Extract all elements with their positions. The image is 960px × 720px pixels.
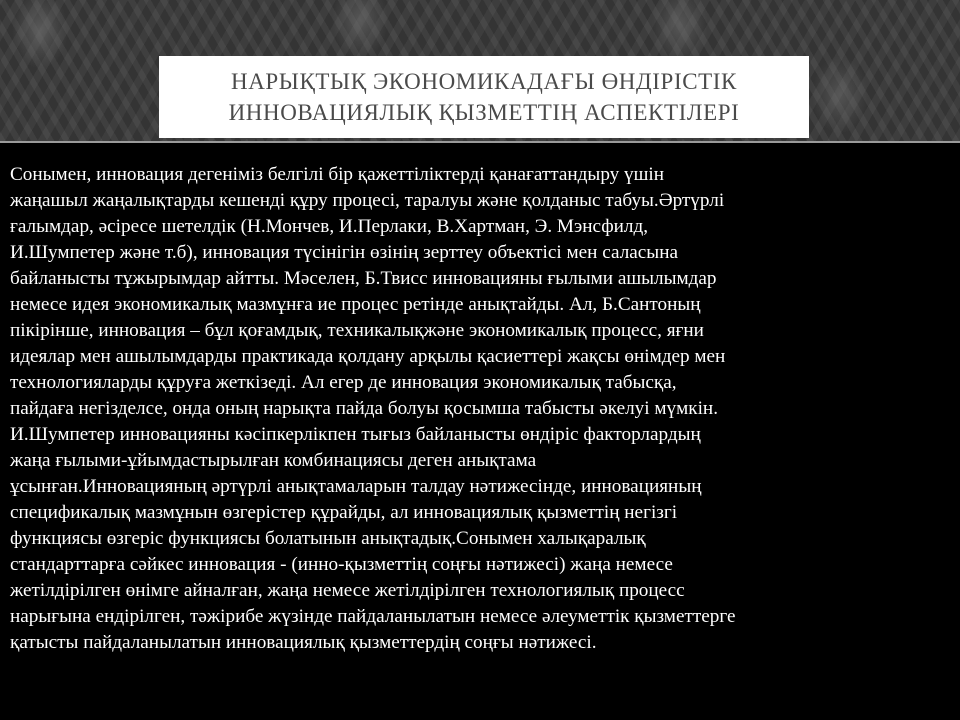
body-paragraph <box>10 162 955 656</box>
body-line: И.Шумпетер инновацияны кәсіпкерлікпен тығыз байланысты өндіріс факторлардың <box>10 424 701 445</box>
body-line: жаңа ғылыми-ұйымдастырылған комбинациясы деген анықтама <box>10 450 537 471</box>
title-box <box>159 56 809 138</box>
banner-divider <box>0 141 960 143</box>
body-line: функциясы өзгеріс функциясы болатынын анықтадық.Сонымен халықаралық <box>10 528 646 549</box>
body-line: идеялар мен ашылымдарды практикада қолдану арқылы қасиеттері жақсы өнімдер мен <box>10 346 726 367</box>
body-line: пікірінше, инновация – бұл қоғамдық, техникалықжәне экономикалық процесс, яғни <box>10 320 704 341</box>
body-line: ұсынған.Инновацияның әртүрлі анықтамаларын талдау нәтижесінде, инновацияның <box>10 476 702 497</box>
body-line: технологияларды құруға жеткізеді. Ал егер де инновация экономикалық табысқа, <box>10 372 677 393</box>
body-line: спецификалық мазмұнын өзгерістер құрайды, ал инновациялық қызметтің негізгі <box>10 502 678 523</box>
body-line: И.Шумпетер және т.б), инновация түсінігін өзінің зерттеу объектісі мен саласына <box>10 242 678 263</box>
body-line: жаңашыл жаңалықтарды кешенді құру процесі, таралуы және қолданыс табуы.Әртүрлі <box>10 190 725 211</box>
title-line-2: ИННОВАЦИЯЛЫҚ ҚЫЗМЕТТІҢ АСПЕКТІЛЕРІ <box>228 100 740 125</box>
body-line: нарығына ендірілген, тәжірибе жүзінде пайдаланылатын немесе әлеуметтік қызметтерге <box>10 606 736 627</box>
body-line: пайдаға негізделсе, онда оның нарықта пайда болуы қосымша табысты әкелуі мүмкін. <box>10 398 718 419</box>
body-line: қатысты пайдаланылатын инновациялық қызметтердің соңғы нәтижесі. <box>10 632 597 653</box>
body-line: немесе идея экономикалық мазмұнға ие процес ретінде анықтайды. Ал, Б.Сантоның <box>10 294 701 315</box>
body-line: жетілдірілген өнімге айналған, жаңа немесе жетілдірілген технологиялық процесс <box>10 580 685 601</box>
title-line-1: НАРЫҚТЫҚ ЭКОНОМИКАДАҒЫ ӨНДІРІСТІК <box>230 69 737 94</box>
body-line: ғалымдар, әсіресе шетелдік (Н.Мончев, И.Перлаки, В.Хартман, Э. Мэнсфилд, <box>10 216 649 237</box>
body-line: Сонымен, инновация дегеніміз белгілі бір қажеттіліктерді қанағаттандыру үшін <box>10 164 665 185</box>
body-line: стандарттарға сәйкес инновация - (инно-қызметтің соңғы нәтижесі) жаңа немесе <box>10 554 673 575</box>
body-line: байланысты тұжырымдар айтты. Мәселен, Б.Твисс инновацияны ғылыми ашылымдар <box>10 268 717 289</box>
